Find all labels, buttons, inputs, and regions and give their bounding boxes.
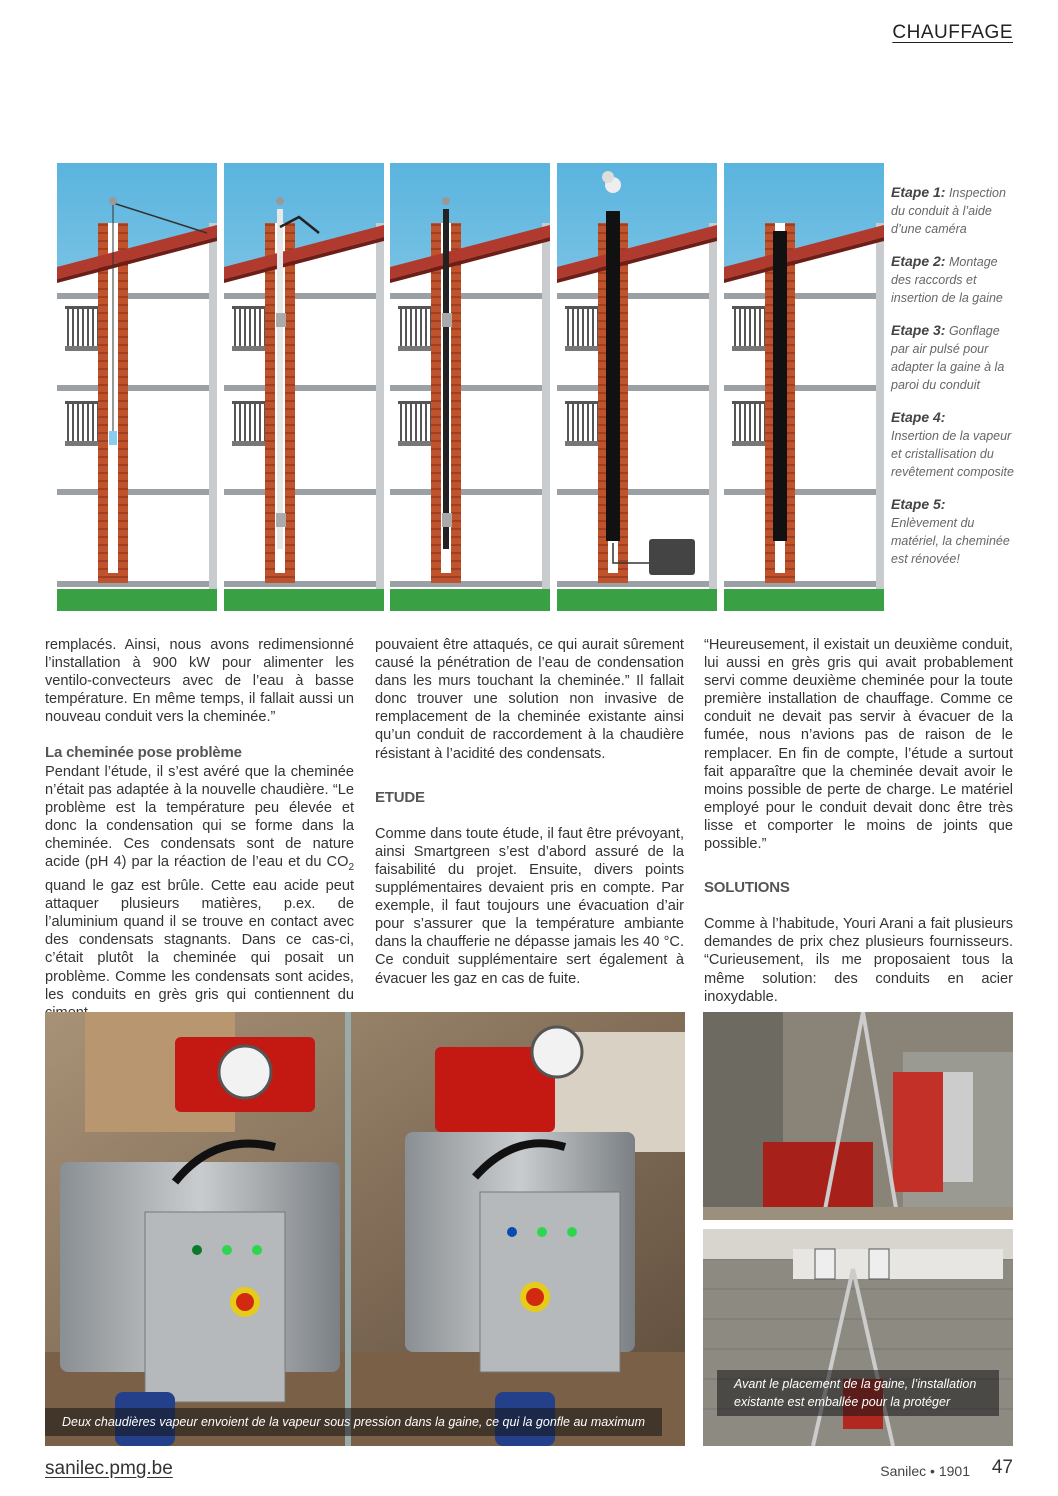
step-item-2: [891, 252, 1021, 307]
step-illustration-2: [224, 163, 384, 611]
paragraph: Pendant l’étude, il s’est avéré que la cheminée n’était pas adaptée à la nouvelle chaudière. “Le problème est la température peu élevée et donc la condensation qui se forme dans la cheminée. Ces condensats sont de nature acide (pH 4) par la réaction de l’eau et du $CO_2$ quand le gaz est brûle. Cette eau acide peut attaquer plusieurs matières, p.ex. de l’aluminium quand il se trouve en contact avec des condensats stagnants. Dans ce cas-ci, c’était plutôt la cheminée qui posait un problème. Comme les condensats sont acides, les conduits en grès gris qui contiennent du: [45, 763, 354, 1003]
photo-caption: Deux chaudières vapeur envoient de la vapeur sous pression dans la gaine, ce qui la gonfle au maximum: [45, 1408, 662, 1436]
photo-steam-boilers: [45, 1012, 685, 1446]
step-title: Etape 1:: [891, 184, 946, 200]
article-column-3: [704, 636, 1013, 1006]
step-text: Insertion de la vapeur et cristallisation du revêtement composite: [891, 429, 1014, 479]
step-illustration-4: [557, 163, 717, 611]
footer-website-link[interactable]: sanilec.pmg.be: [45, 1458, 173, 1479]
paragraph: Comme à l’habitude, Youri Arani a fait plusieurs demandes de prix chez plusieurs fournisseurs. “Curieusement, ils me proposaient tous la même solution: des conduits en acier inoxydable.: [704, 916, 1013, 1005]
paragraph: remplacés. Ainsi, nous avons redimensionné l’installation à 900 kW pour alimenter les ventilo-convecteurs avec de l’eau à basse température. En même temps, il fallait aussi un nouveau conduit vers la cheminée.”: [45, 637, 354, 726]
steps-legend: [891, 183, 1021, 582]
photo-protected-installation: [703, 1229, 1013, 1446]
section-heading: SOLUTIONS: [704, 879, 790, 897]
section-label: CHAUFFAGE: [892, 22, 1013, 43]
step-text: Gonflage par air pulsé pour adapter la gaine à la paroi du conduit: [891, 324, 1005, 392]
step-text: Montage des raccords et insertion de la gaine: [891, 255, 1003, 305]
photo-caption: Avant le placement de la gaine, l’installation existante est emballée pour la protéger: [717, 1370, 999, 1416]
step-item-4: [891, 408, 1021, 481]
paragraph: “Heureusement, il existait un deuxième conduit, lui aussi en grès gris qui avait probablement servi comme deuxième cheminée pour la toute première installation de chauffage. Comme ce conduit ne devait pas servir à évacuer de la fumée, nous n’avions pas de raison de le remplacer. En fin de compte, l’étude a surtout fait apparaître que la cheminée devait avoir le moins possible de perte de charge. Le matériel employé pour le conduit devait donc être très lisse et comporter le moins de joints que possible.”: [704, 637, 1013, 853]
subheading: La cheminée pose problème: [45, 744, 242, 762]
paragraph: pouvaient être attaqués, ce qui aurait sûrement causé la pénétration de l’eau de condensation dans les murs touchant la cheminée.” Il fallait donc trouver une solution non invasive de remplacement de la cheminée existante ainsi qu’un conduit de raccordement à la chaudière résistant à l’acidité des condensats.: [375, 637, 684, 762]
step-illustration-5: [724, 163, 884, 611]
footer-issue: Sanilec • 1901: [880, 1463, 970, 1479]
article-column-2: [375, 636, 684, 988]
page-number: 47: [991, 1457, 1013, 1478]
step-text: Enlèvement du matériel, la cheminée est rénovée!: [891, 516, 1010, 566]
step-illustration-1: [57, 163, 217, 611]
step-title: Etape 4:: [891, 409, 946, 425]
article-column-1: [45, 636, 354, 1022]
step-text: Inspection du conduit à l’aide d’une caméra: [891, 186, 1006, 236]
step-title: Etape 5:: [891, 496, 946, 512]
photo-boiler-room: [703, 1012, 1013, 1220]
step-item-3: [891, 321, 1021, 394]
step-illustration-3: [390, 163, 550, 611]
section-heading: ETUDE: [375, 788, 425, 806]
step-title: Etape 3:: [891, 322, 946, 338]
paragraph: Comme dans toute étude, il faut être prévoyant, ainsi Smartgreen s’est d’abord assuré de la faisabilité du projet. Ensuite, divers points supplémentaires devaient pris en compte. Par exemple, il faut toujours une évacuation d’air pour s’assurer que la température ambiante dans la chaufferie ne dépasse jamais les 40 °C. Ce conduit supplémentaire sert également à évacuer les gaz en cas de fuite.: [375, 825, 684, 987]
step-item-5: [891, 495, 1021, 568]
step-item-1: [891, 183, 1021, 238]
step-title: Etape 2:: [891, 253, 946, 269]
